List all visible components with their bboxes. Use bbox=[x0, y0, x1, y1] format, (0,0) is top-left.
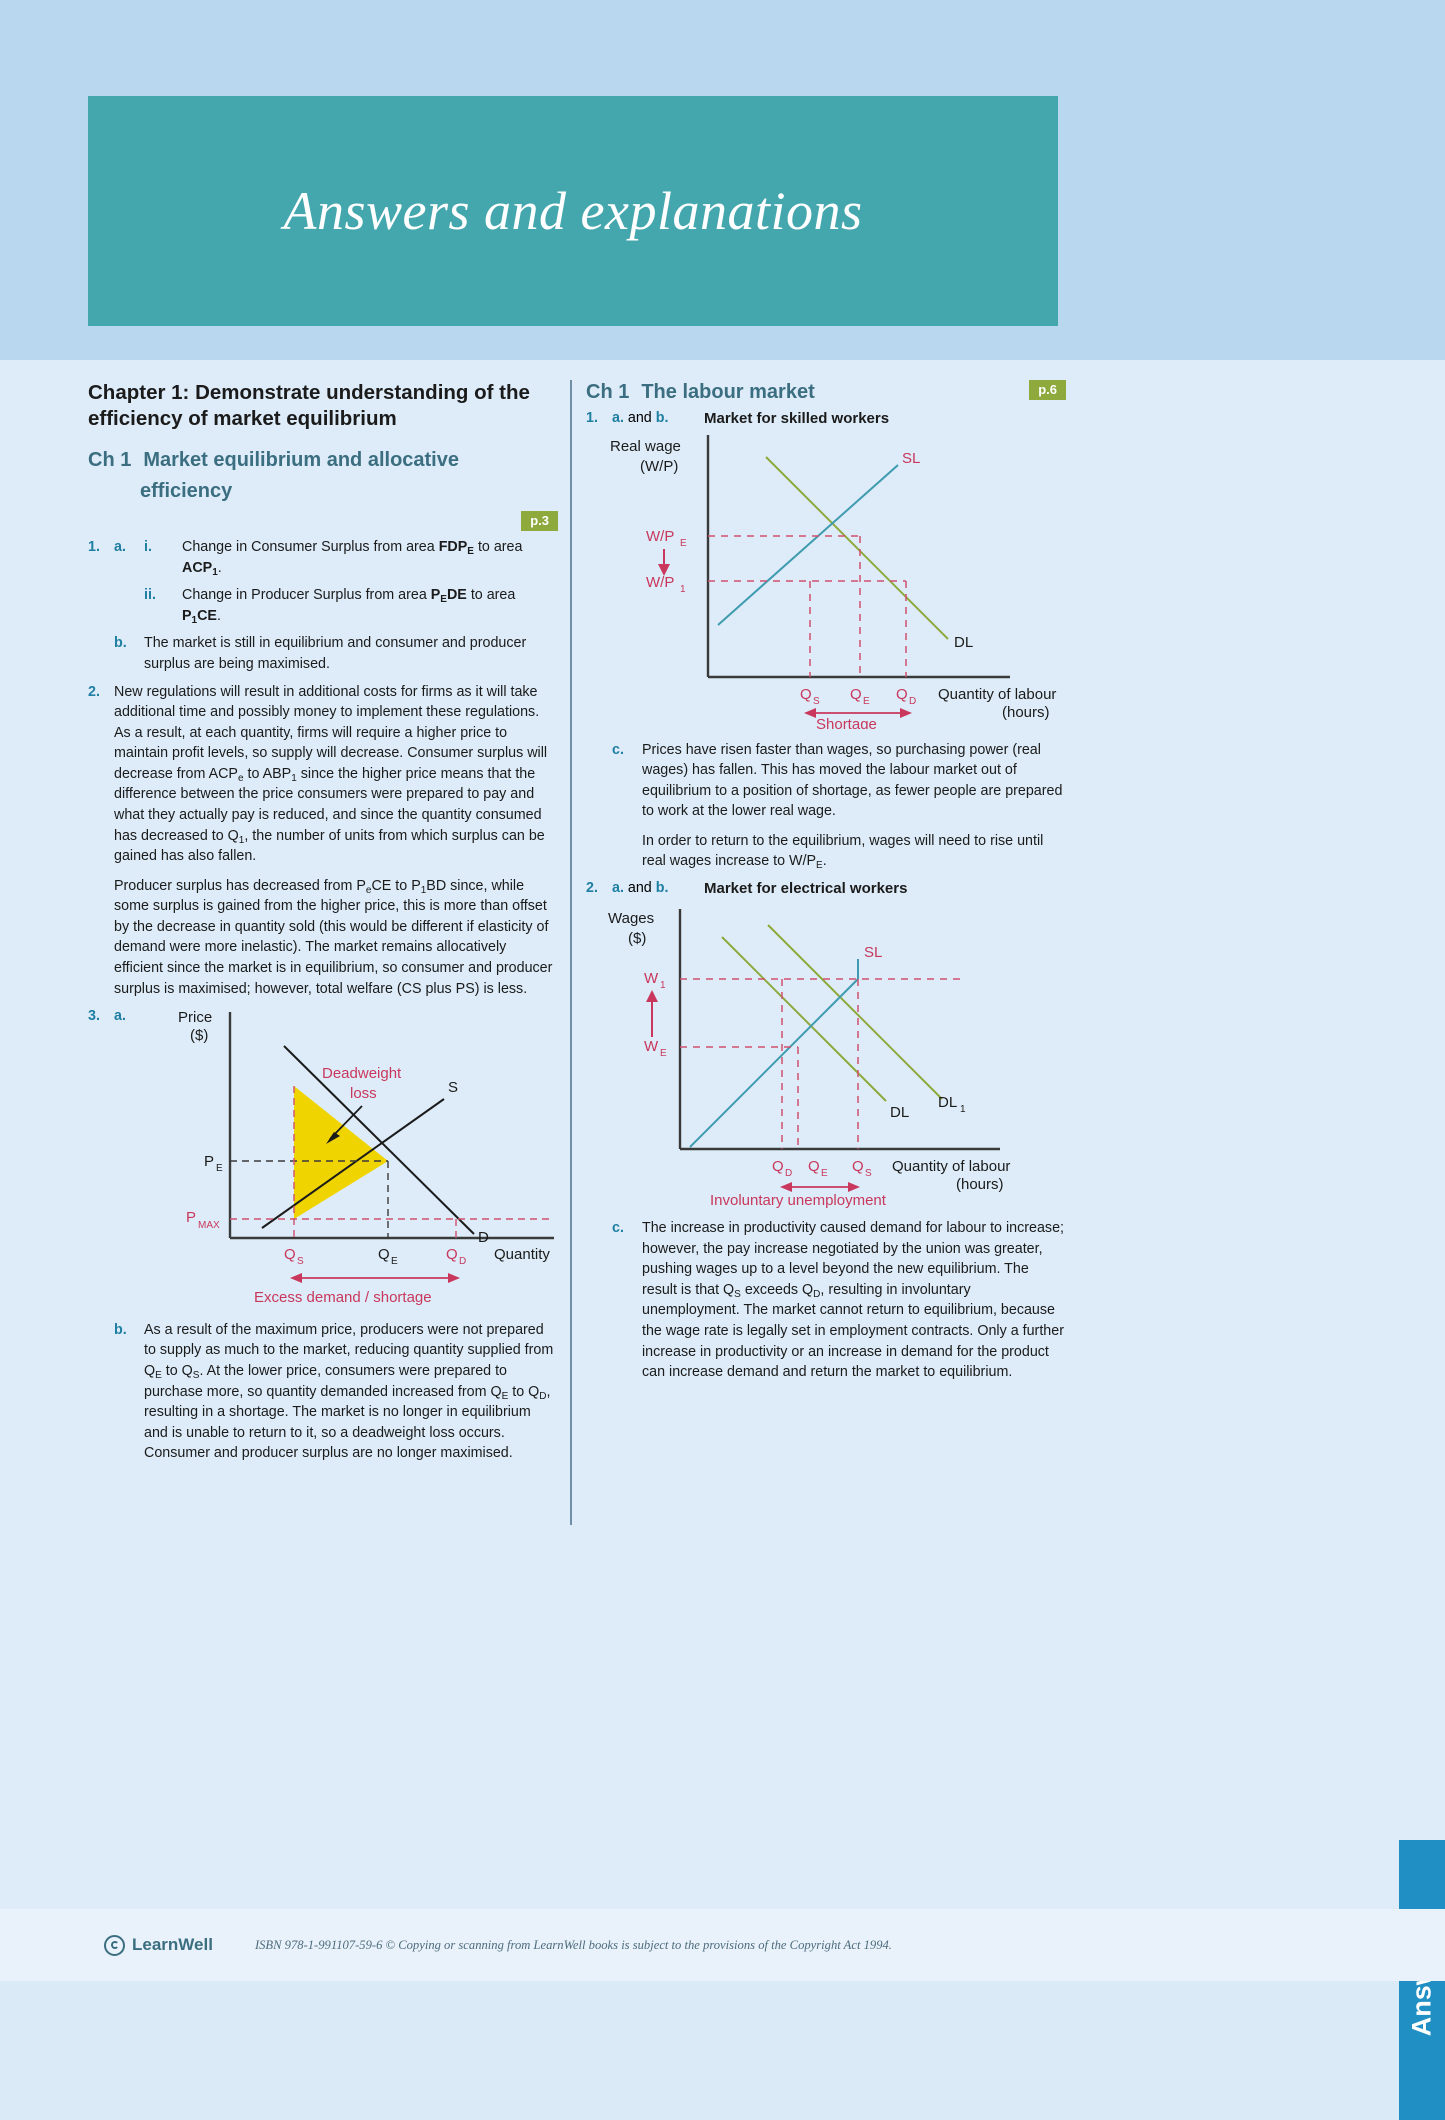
answer-text-r2c: The increase in productivity caused demand for labour to increase; however, the pay increase negotiated by the union was greater, pushing wages up to a level beyond the new equilibrium. The result is that $Q_S$ exceeds $Q_D$, resulting in involuntary unemployment. The market cannot return to equilibrium, because the wage rate is legally set in employment contracts. Only a further increase in productivity or an increase in demand for the product can increase demand and return the market to equilibrium. bbox=[642, 1220, 1064, 1381]
x-axis-label: Quantity of labour bbox=[938, 685, 1057, 703]
item-letter: a. bbox=[114, 539, 126, 556]
answer-text-1aii: Change in Producer Surplus from area $P_EDE$ to area $P_1CE$. bbox=[182, 587, 516, 626]
item-letter: b. bbox=[114, 1321, 127, 1338]
footer-copyright-text: ISBN 978-1-991107-59-6 © Copying or scanning from LearnWell books is subject to the provisions of the Copyright Act 1994. bbox=[254, 1937, 892, 1952]
svg-text:D: D bbox=[909, 695, 917, 707]
answer-item-3a bbox=[88, 1006, 558, 1313]
section-number: Ch 1 bbox=[586, 381, 630, 403]
answer-item-2 bbox=[88, 682, 558, 1000]
item-letter: a. bbox=[114, 1008, 126, 1025]
diagram-title-electrical: Market for electrical workers bbox=[704, 880, 908, 898]
svg-text:1: 1 bbox=[680, 583, 686, 595]
answer-item-r2c bbox=[586, 1218, 1066, 1383]
svg-text:E: E bbox=[216, 1163, 223, 1175]
answer-item-1b bbox=[114, 633, 558, 674]
x-tick-qe: Q bbox=[378, 1246, 390, 1264]
page-body bbox=[0, 360, 1445, 1981]
item-number: 2. bbox=[586, 880, 598, 897]
learnwell-brand-label: LearnWell bbox=[132, 1935, 213, 1954]
x-axis-label-units: (hours) bbox=[1002, 703, 1050, 721]
demand-curve-label: DL bbox=[890, 1104, 910, 1122]
y-tick-wpe: W/P bbox=[646, 527, 675, 545]
answer-item-3b bbox=[114, 1320, 558, 1464]
section-title-line2: efficiency bbox=[140, 480, 233, 503]
svg-text:D: D bbox=[459, 1256, 467, 1268]
y-tick-wp1: W/P bbox=[646, 573, 675, 591]
answer-item-1 bbox=[88, 537, 558, 578]
y-axis-label-units: (W/P) bbox=[640, 457, 679, 475]
column-divider bbox=[570, 380, 572, 1525]
item-letters: a. and b. bbox=[612, 880, 669, 897]
section-title: Market equilibrium and allocative bbox=[143, 449, 459, 472]
supply-curve-label: SL bbox=[864, 944, 883, 962]
svg-text:E: E bbox=[680, 537, 687, 549]
deadweight-loss-chart-wrap bbox=[144, 1006, 564, 1313]
y-tick-pmax: P bbox=[186, 1209, 197, 1227]
x-tick-qe: Q bbox=[850, 685, 862, 703]
section-heading-right bbox=[586, 380, 815, 406]
x-axis-label-units: (hours) bbox=[956, 1176, 1004, 1194]
deadweight-loss-chart bbox=[144, 1006, 564, 1306]
diagram-title-skilled: Market for skilled workers bbox=[704, 409, 890, 427]
item-number: 1. bbox=[586, 409, 598, 426]
y-axis-label: Price bbox=[178, 1009, 213, 1027]
answer-text-1ai: Change in Consumer Surplus from area $FDP_E$ to area $ACP_1$. bbox=[182, 539, 523, 578]
y-axis-label-units: ($) bbox=[190, 1027, 209, 1045]
answer-text-1b: The market is still in equilibrium and consumer and producer surplus are being maximised. bbox=[144, 635, 527, 672]
page-reference-tag: p.3 bbox=[521, 511, 558, 531]
y-tick-we: W bbox=[644, 1038, 659, 1056]
answer-2-para-1: New regulations will result in additional costs for firms as it will take additional time and possibly money to implement these regulations. As a result, at each quantity, firms will require a higher price to maintain profit levels, so supply will decrease. Consumer surplus will decrease from $ACP_e$ to $ABP_1$ since the higher price means that the difference between the price consumers were prepared to pay and what they actually pay is reduced, and since the quantity consumed has decreased to $Q_1$, the number of units from which surplus can be gained has also fallen. bbox=[114, 683, 548, 865]
answer-item-r2-caption bbox=[586, 880, 1066, 897]
item-letters: a. and b. bbox=[612, 409, 669, 426]
item-letter: c. bbox=[612, 741, 624, 758]
skilled-workers-chart bbox=[598, 429, 1068, 729]
svg-text:S: S bbox=[813, 695, 820, 707]
svg-text:S: S bbox=[297, 1256, 304, 1268]
y-tick-w1: W bbox=[644, 970, 659, 988]
item-letter: c. bbox=[612, 1220, 624, 1237]
answer-text-r1c bbox=[642, 740, 1066, 872]
x-tick-qd: Q bbox=[772, 1158, 784, 1176]
item-letter: b. bbox=[114, 635, 127, 652]
supply-curve-label: S bbox=[448, 1079, 459, 1097]
svg-text:1: 1 bbox=[960, 1104, 966, 1116]
excess-demand-label: Excess demand / shortage bbox=[254, 1289, 432, 1307]
svg-text:S: S bbox=[865, 1168, 872, 1180]
answer-text-2 bbox=[114, 682, 558, 1000]
item-number: 1. bbox=[88, 539, 100, 556]
svg-text:E: E bbox=[821, 1168, 828, 1180]
learnwell-logo bbox=[104, 1935, 213, 1956]
page-header-band bbox=[0, 0, 1445, 360]
section-heading-right-row bbox=[586, 380, 1066, 410]
x-tick-qd: Q bbox=[446, 1246, 458, 1264]
r1c-para-2: In order to return to the equilibrium, wages will need to rise until real wages increase to $W/P_E$. bbox=[642, 832, 1044, 872]
involuntary-unemployment-label: Involuntary unemployment bbox=[710, 1192, 886, 1210]
demand-curve-1-label: DL bbox=[938, 1094, 958, 1112]
answer-item-1aii bbox=[144, 585, 558, 626]
page-reference-tag: p.6 bbox=[1029, 380, 1066, 400]
svg-text:D: D bbox=[785, 1168, 793, 1180]
section-heading-left bbox=[88, 448, 558, 474]
item-roman: ii. bbox=[144, 587, 156, 604]
demand-curve-label: DL bbox=[954, 633, 974, 651]
answer-2-para-2: Producer surplus has decreased from $P_eCE$ to $P_1BD$ since, while some surplus is gained from the higher price, this is more than offset by the decrease in quantity sold (this would be different if elasticity of demand were more inelastic). The market remains allocatively efficient since the market is in equilibrium, so consumer and producer surplus is maximised; however, total welfare (CS plus PS) is less. bbox=[114, 877, 553, 997]
svg-text:E: E bbox=[863, 695, 870, 707]
x-axis-label: Quantity of labour bbox=[892, 1158, 1011, 1176]
x-tick-qs: Q bbox=[800, 685, 812, 703]
answer-item-r1-caption bbox=[586, 410, 1066, 427]
answers-banner bbox=[88, 96, 1058, 326]
page-footer bbox=[0, 1909, 1445, 1981]
right-column bbox=[586, 380, 1066, 1390]
page-tag-row-left bbox=[88, 511, 558, 531]
x-tick-qs: Q bbox=[852, 1158, 864, 1176]
left-column bbox=[88, 380, 558, 1471]
item-number: 3. bbox=[88, 1008, 100, 1025]
y-axis-label-units: ($) bbox=[628, 930, 647, 948]
svg-text:E: E bbox=[391, 1256, 398, 1268]
x-tick-qs: Q bbox=[284, 1246, 296, 1264]
demand-curve-label: D bbox=[478, 1229, 489, 1247]
r1c-para-1: Prices have risen faster than wages, so purchasing power (real wages) has fallen. This has moved the labour market out of equilibrium to a position of shortage, as fewer people are prepared to work at the lower real wage. bbox=[642, 741, 1063, 820]
x-tick-qd: Q bbox=[896, 685, 908, 703]
banner-title: Answers and explanations bbox=[283, 181, 863, 241]
section-number: Ch 1 bbox=[88, 449, 132, 472]
svg-text:1: 1 bbox=[660, 980, 666, 992]
y-axis-label: Wages bbox=[608, 910, 655, 928]
answer-item-r1c bbox=[586, 740, 1066, 872]
svg-text:MAX: MAX bbox=[198, 1220, 220, 1232]
y-axis-label: Real wage bbox=[610, 437, 681, 455]
x-axis-label: Quantity bbox=[494, 1246, 550, 1264]
item-number: 2. bbox=[88, 683, 100, 700]
deadweight-label-line1: Deadweight bbox=[322, 1065, 402, 1083]
x-tick-qe: Q bbox=[808, 1158, 820, 1176]
y-tick-pe: P bbox=[204, 1153, 215, 1171]
svg-text:E: E bbox=[660, 1048, 667, 1060]
shortage-label: Shortage bbox=[816, 715, 877, 729]
item-roman: i. bbox=[144, 539, 152, 556]
electrical-workers-chart bbox=[586, 899, 1056, 1209]
learnwell-mark-icon bbox=[104, 1935, 125, 1956]
deadweight-label-line2: loss bbox=[350, 1085, 377, 1103]
section-title: The labour market bbox=[641, 381, 815, 403]
answer-text-3b: As a result of the maximum price, producers were not prepared to supply as much to the market, reducing quantity supplied from $Q_E$ to $Q_S$. At the lower price, consumers were prepared to purchase more, so quantity demanded increased from $Q_E$ to $Q_D$, resulting in a shortage. The market is no longer in equilibrium and is unable to return to it, so a deadweight loss occurs. Consumer and producer surplus are no longer maximised. bbox=[144, 1321, 554, 1462]
chapter-heading: Chapter 1: Demonstrate understanding of the efficiency of market equilibrium bbox=[88, 381, 530, 431]
supply-curve-label: SL bbox=[902, 449, 921, 467]
